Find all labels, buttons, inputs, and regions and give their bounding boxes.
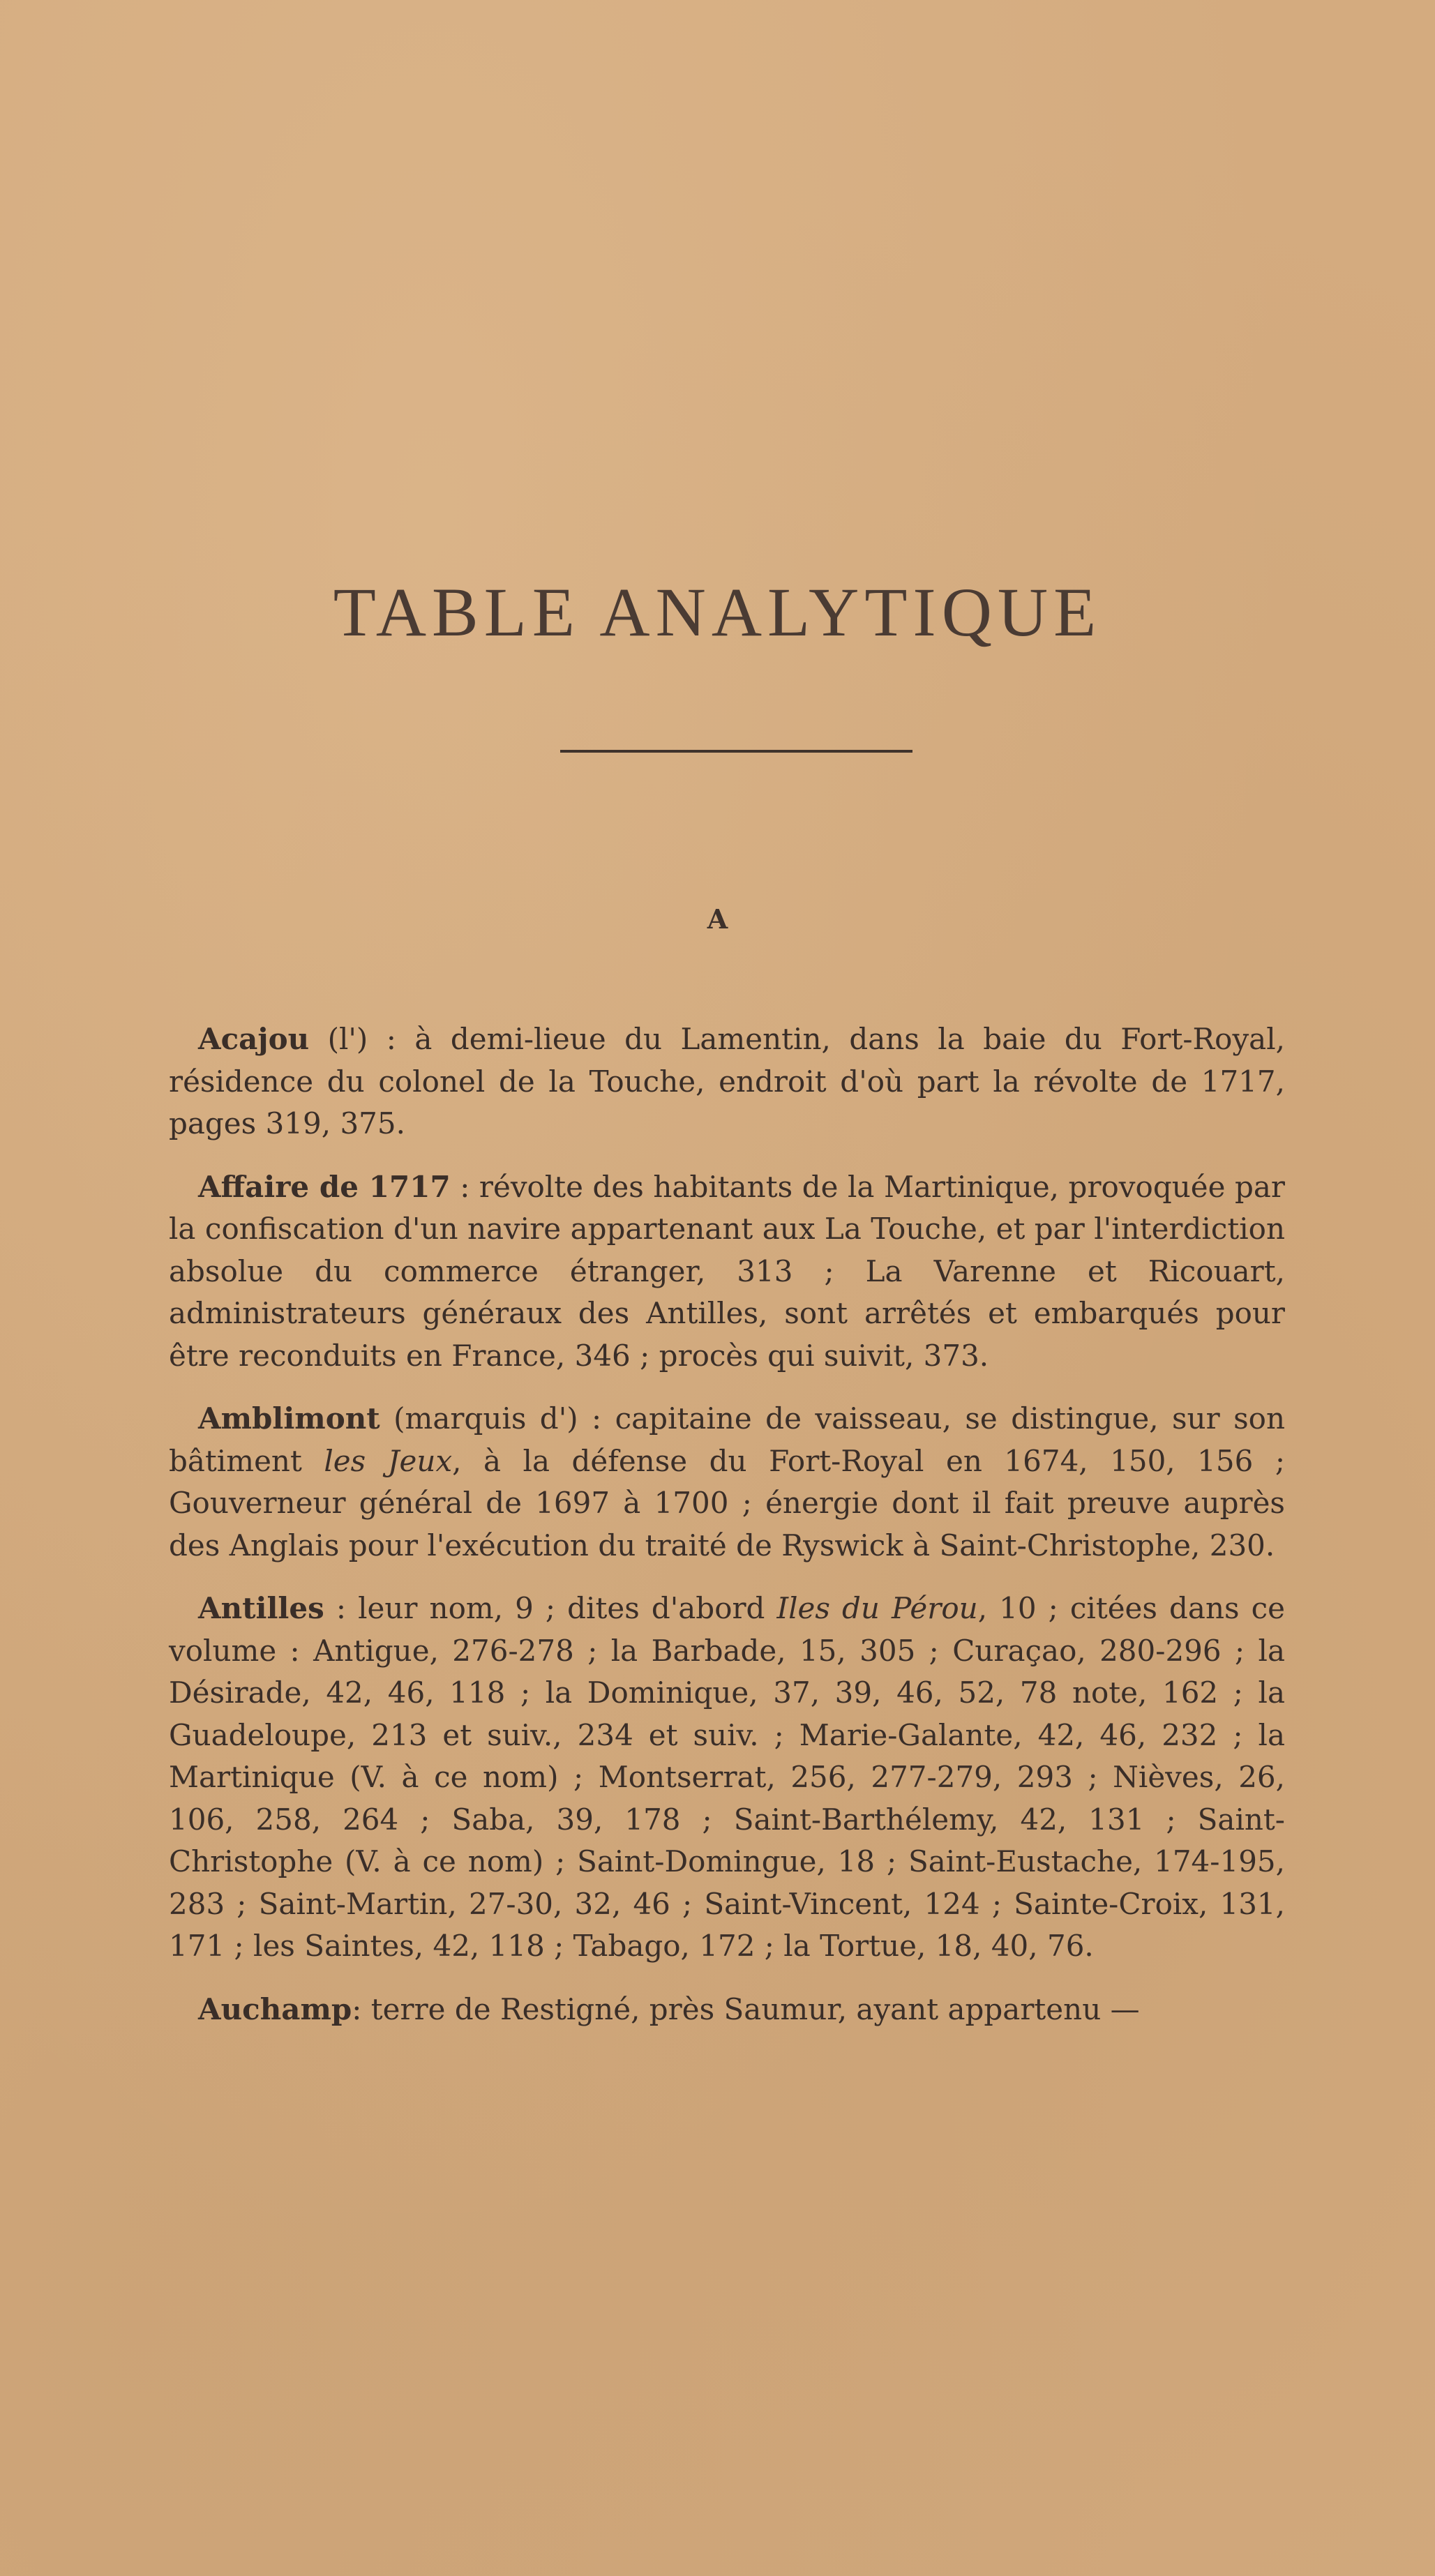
entry-italic-title: Iles du Pérou [776, 1591, 978, 1625]
entry-text: (marquis d') : capitaine de vaisseau, se distingue, sur son bâtiment [169, 1401, 1285, 1478]
entry-headword: Acajou [198, 1022, 310, 1056]
title-divider [560, 750, 912, 753]
index-entry-antilles [169, 1588, 1285, 1968]
entry-italic-title: les Jeux [324, 1443, 453, 1478]
section-letter: A [707, 903, 728, 935]
entry-text: (l') : à demi-lieue du Lamentin, dans la baie du Fort-Royal, résidence du colonel de la Touche, endroit d'où part la révolte de 1717, pages 319, 375. [169, 1022, 1285, 1140]
index-entry-auchamp [169, 1989, 1285, 2031]
index-entry-affaire-1717 [169, 1166, 1285, 1378]
index-entry-acajou [169, 1018, 1285, 1145]
entry-text: : leur nom, 9 ; dites d'abord [324, 1591, 777, 1625]
page-title: TABLE ANALYTIQUE [333, 573, 1102, 651]
entry-headword: Amblimont [198, 1401, 380, 1436]
entry-text: : terre de Restigné, près Saumur, ayant appartenu — [352, 1991, 1140, 2026]
entry-headword: Affaire de 1717 [198, 1169, 451, 1204]
entry-headword: Auchamp [198, 1991, 352, 2026]
entry-text: : révolte des habitants de la Martinique, provoquée par la confiscation d'un navire appartenant aux La Touche, et par l'interdiction absolue du commerce étranger, 313 ; La Varenne et Ricouart, administrateurs généraux des Antilles, sont arrêtés et embarqués pour être reconduits en France, 346 ; procès qui suivit, 373. [169, 1169, 1285, 1373]
entry-text-continued: , 10 ; citées dans ce volume : Antigue, 276-278 ; la Barbade, 15, 305 ; Curaçao, 280-296 ; la Désirade, 42, 46, 118 ; la Dominique, 37, 39, 46, 52, 78 note, 162 ; la Guadeloupe, 213 et suiv., 234 et suiv. ; Marie-Galante, 42, 46, 232 ; la Martinique (V. à ce nom) ; Montserrat, 256, 277-279, 293 ; Nièves, 26, 106, 258, 264 ; Saba, 39, 178 ; Saint-Barthélemy, 42, 131 ; Saint-Christophe (V. à ce nom) ; Saint-Domingue, 18 ; Saint-Eustache, 174-195, 283 ; Saint-Martin, 27-30, 32, 46 ; Saint-Vincent, 124 ; Sainte-Croix, 131, 171 ; les Saintes, 42, 118 ; Tabago, 172 ; la Tortue, 18, 40, 76. [169, 1591, 1286, 1963]
index-entries [169, 1018, 1285, 2051]
index-entry-amblimont [169, 1398, 1285, 1567]
entry-headword: Antilles [198, 1591, 324, 1625]
entry-text-continued: , à la défense du Fort-Royal en 1674, 150, 156 ; Gouverneur général de 1697 à 1700 ; énergie dont il fait preuve auprès des Anglais pour l'exécution du traité de Ryswick à Saint-Christophe, 230. [169, 1443, 1285, 1562]
